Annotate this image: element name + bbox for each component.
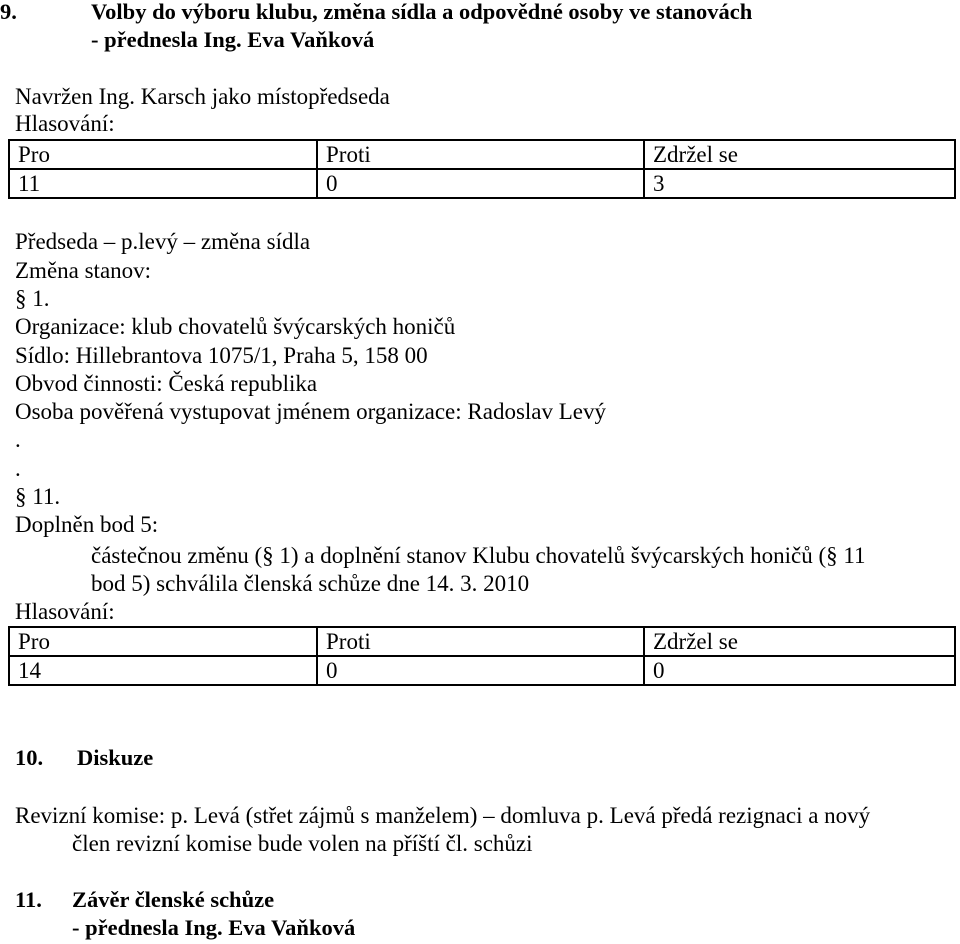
section-11-number: 11.	[15, 887, 42, 912]
vote-value-pro: 11	[9, 169, 317, 198]
added-point-text: bod 5) schválila členská schůze dne 14. 3. 2010	[91, 571, 530, 596]
section-9-presenter: - přednesla Ing. Eva Vaňková	[91, 27, 375, 52]
paragraph-11-marker: § 11.	[15, 484, 61, 509]
vote-value-pro: 14	[9, 656, 317, 685]
audit-committee-text: Revizní komise: p. Levá (střet zájmů s manželem) – domluva p. Levá předá rezignaci a nový	[15, 803, 871, 828]
vote-table-header-row	[9, 140, 955, 169]
nomination-text: Navržen Ing. Karsch jako místopředseda	[15, 84, 390, 109]
representative-line: Osoba pověřená vystupovat jménem organizace: Radoslav Levý	[15, 399, 607, 424]
vote-value-proti: 0	[317, 656, 644, 685]
added-point-text: částečnou změnu (§ 1) a doplnění stanov Klubu chovatelů švýcarských honičů (§ 11	[91, 543, 866, 568]
section-9-number: 9.	[0, 0, 17, 24]
section-10-heading: Diskuze	[77, 745, 154, 770]
added-point-label: Doplněn bod 5:	[15, 512, 159, 537]
scope-line: Obvod činnosti: Česká republika	[15, 371, 318, 396]
vote-header-zdrzel: Zdržel se	[644, 627, 955, 656]
chair-line: Předseda – p.levý – změna sídla	[15, 229, 311, 254]
vote-header-pro: Pro	[9, 140, 317, 169]
section-10-number: 10.	[15, 745, 44, 770]
statute-change-label: Změna stanov:	[15, 258, 152, 283]
vote-header-pro: Pro	[9, 627, 317, 656]
section-11-presenter: - přednesla Ing. Eva Vaňková	[72, 915, 356, 940]
voting-label: Hlasování:	[15, 111, 115, 136]
section-9-heading: Volby do výboru klubu, změna sídla a odpovědné osoby ve stanovách	[91, 0, 753, 24]
vote-value-proti: 0	[317, 169, 644, 198]
ellipsis-dot: .	[15, 456, 21, 481]
vote-table-value-row	[9, 656, 955, 685]
voting-label: Hlasování:	[15, 599, 115, 624]
vote-header-proti: Proti	[317, 140, 644, 169]
section-11-heading: Závěr členské schůze	[72, 887, 275, 912]
vote-value-zdrzel: 0	[644, 656, 955, 685]
vote-table-1	[8, 139, 956, 199]
audit-committee-text: člen revizní komise bude volen na příští čl. schůzi	[72, 831, 533, 856]
organization-line: Organizace: klub chovatelů švýcarských honičů	[15, 314, 456, 339]
vote-value-zdrzel: 3	[644, 169, 955, 198]
seat-line: Sídlo: Hillebrantova 1075/1, Praha 5, 158 00	[15, 343, 428, 368]
vote-table-header-row	[9, 627, 955, 656]
ellipsis-dot: .	[15, 427, 21, 452]
vote-header-proti: Proti	[317, 627, 644, 656]
paragraph-1-marker: § 1.	[15, 286, 50, 311]
vote-table-2	[8, 626, 956, 686]
vote-table-value-row	[9, 169, 955, 198]
vote-header-zdrzel: Zdržel se	[644, 140, 955, 169]
